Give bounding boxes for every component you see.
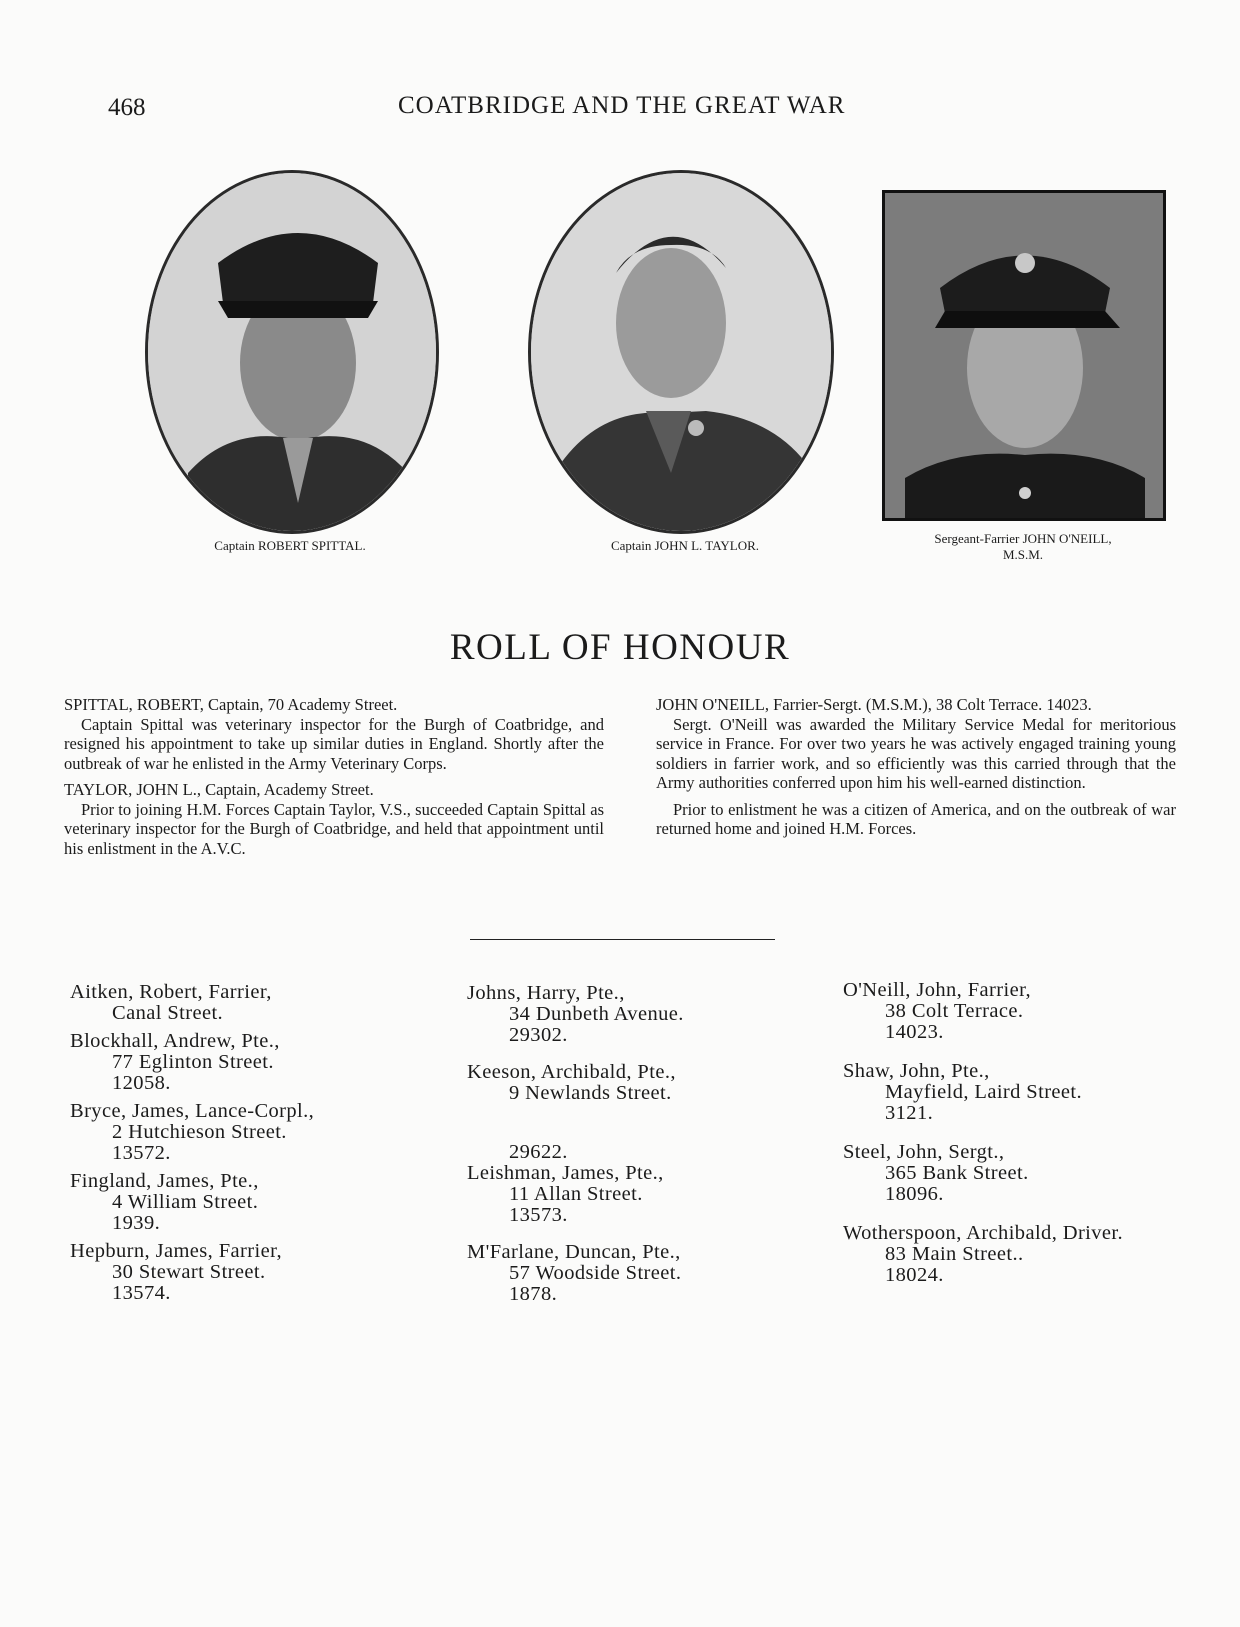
soldier-number: 1939. (112, 1212, 161, 1234)
soldier-number: 29622. (509, 1141, 568, 1163)
soldier-address: 4 William Street. (112, 1191, 259, 1213)
soldier-number: 13573. (509, 1204, 568, 1226)
list-item (70, 1031, 440, 1094)
soldier-address: 83 Main Street.. (885, 1243, 1024, 1265)
section-divider (470, 939, 775, 940)
soldier-name: Hepburn, James, Farrier, (70, 1240, 283, 1262)
roll-of-honour-title: ROLL OF HONOUR (449, 627, 791, 668)
soldier-name: O'Neill, John, Farrier, (843, 979, 1031, 1001)
caption-oneill (888, 531, 1158, 563)
bio-column-right (656, 695, 1176, 846)
caption-spittal: Captain ROBERT SPITTAL. (214, 538, 366, 553)
running-head: COATBRIDGE AND THE GREAT WAR (398, 92, 846, 119)
soldier-address: 57 Woodside Street. (509, 1262, 682, 1284)
bio-taylor (64, 780, 604, 858)
soldier-address: Mayfield, Laird Street. (885, 1081, 1083, 1103)
bio-text: Sergt. O'Neill was awarded the Military Service Medal for meritorious service in France. For over two years he was actively engaged training young soldiers in farrier work, and so efficiently was this carried through that the Army authorities conferred upon him his well-earned distinction. (656, 714, 1176, 792)
soldier-name: Bryce, James, Lance-Corpl., (70, 1100, 315, 1122)
soldier-name: Leishman, James, Pte., (467, 1162, 664, 1184)
list-item (70, 1101, 440, 1164)
list-item (843, 1223, 1213, 1286)
soldier-number: 14023. (885, 1021, 944, 1043)
list-item (467, 1242, 827, 1305)
soldier-name: Wotherspoon, Archibald, Driver. (843, 1222, 1124, 1244)
soldier-address: 9 Newlands Street. (509, 1082, 672, 1104)
soldier-name: Johns, Harry, Pte., (467, 982, 625, 1004)
soldier-address: 77 Eglinton Street. (112, 1051, 274, 1073)
page-number: 468 (108, 94, 146, 121)
caption-taylor: Captain JOHN L. TAYLOR. (610, 538, 760, 553)
bio-head: JOHN O'NEILL, Farrier-Sergt. (M.S.M.), 38 Colt Terrace. 14023. (656, 695, 1092, 714)
list-item (467, 1142, 827, 1163)
bio-column-left (64, 695, 604, 865)
list-item (70, 1171, 440, 1234)
bio-head: SPITTAL, ROBERT, Captain, 70 Academy Street. (64, 695, 398, 714)
soldier-address: 38 Colt Terrace. (885, 1000, 1024, 1022)
soldier-number: 1878. (509, 1283, 558, 1305)
soldier-number: 29302. (509, 1024, 568, 1046)
list-item (843, 980, 1213, 1043)
caption-oneill-line1: Sergeant-Farrier JOHN O'NEILL, (934, 531, 1112, 546)
list-item (467, 1163, 827, 1226)
portrait-oneill (882, 190, 1166, 521)
bio-oneill (656, 695, 1176, 839)
list-item (843, 1142, 1213, 1205)
portrait-spittal (145, 170, 439, 534)
soldier-name: Keeson, Archibald, Pte., (467, 1061, 676, 1083)
list-item (467, 1062, 827, 1104)
list-item (467, 983, 827, 1046)
bio-text: Prior to joining H.M. Forces Captain Taylor, V.S., succeeded Captain Spittal as veterinary inspector for the Burgh of Coatbridge, and held that appointment until his enlistment in the A.V.C. (64, 799, 604, 858)
caption-oneill-line2: M.S.M. (1002, 547, 1044, 562)
soldier-address: 11 Allan Street. (509, 1183, 643, 1205)
soldier-number: 13572. (112, 1142, 171, 1164)
bio-text: Captain Spittal was veterinary inspector for the Burgh of Coatbridge, and resigned his appointment to take up similar duties in England. Shortly after the outbreak of war he enlisted in the Army Veterinary Corps. (64, 714, 604, 773)
bio-head: TAYLOR, JOHN L., Captain, Academy Street. (64, 780, 374, 799)
soldier-name: Steel, John, Sergt., (843, 1141, 1005, 1163)
names-column-2 (467, 983, 827, 1321)
soldier-number: 18024. (885, 1264, 944, 1286)
soldier-address: 2 Hutchieson Street. (112, 1121, 287, 1143)
soldier-address: 365 Bank Street. (885, 1162, 1029, 1184)
soldier-number: 3121. (885, 1102, 934, 1124)
soldier-address: 34 Dunbeth Avenue. (509, 1003, 684, 1025)
soldier-name: Fingland, James, Pte., (70, 1170, 259, 1192)
soldier-address: Canal Street. (112, 1002, 224, 1024)
list-item (70, 1241, 440, 1304)
soldier-name: Aitken, Robert, Farrier, (70, 981, 272, 1003)
soldier-address: 30 Stewart Street. (112, 1261, 266, 1283)
soldier-number: 18096. (885, 1183, 944, 1205)
bio-spittal (64, 695, 604, 773)
soldier-name: Shaw, John, Pte., (843, 1060, 990, 1082)
soldier-number: 13574. (112, 1282, 171, 1304)
list-item (70, 982, 440, 1024)
names-column-3 (843, 980, 1213, 1304)
names-column-1 (70, 982, 440, 1311)
soldier-number: 12058. (112, 1072, 171, 1094)
list-item (843, 1061, 1213, 1124)
soldier-name: M'Farlane, Duncan, Pte., (467, 1241, 681, 1263)
soldier-name: Blockhall, Andrew, Pte., (70, 1030, 280, 1052)
portrait-taylor (528, 170, 834, 534)
bio-text: Prior to enlistment he was a citizen of America, and on the outbreak of war returned home and joined H.M. Forces. (656, 799, 1176, 838)
